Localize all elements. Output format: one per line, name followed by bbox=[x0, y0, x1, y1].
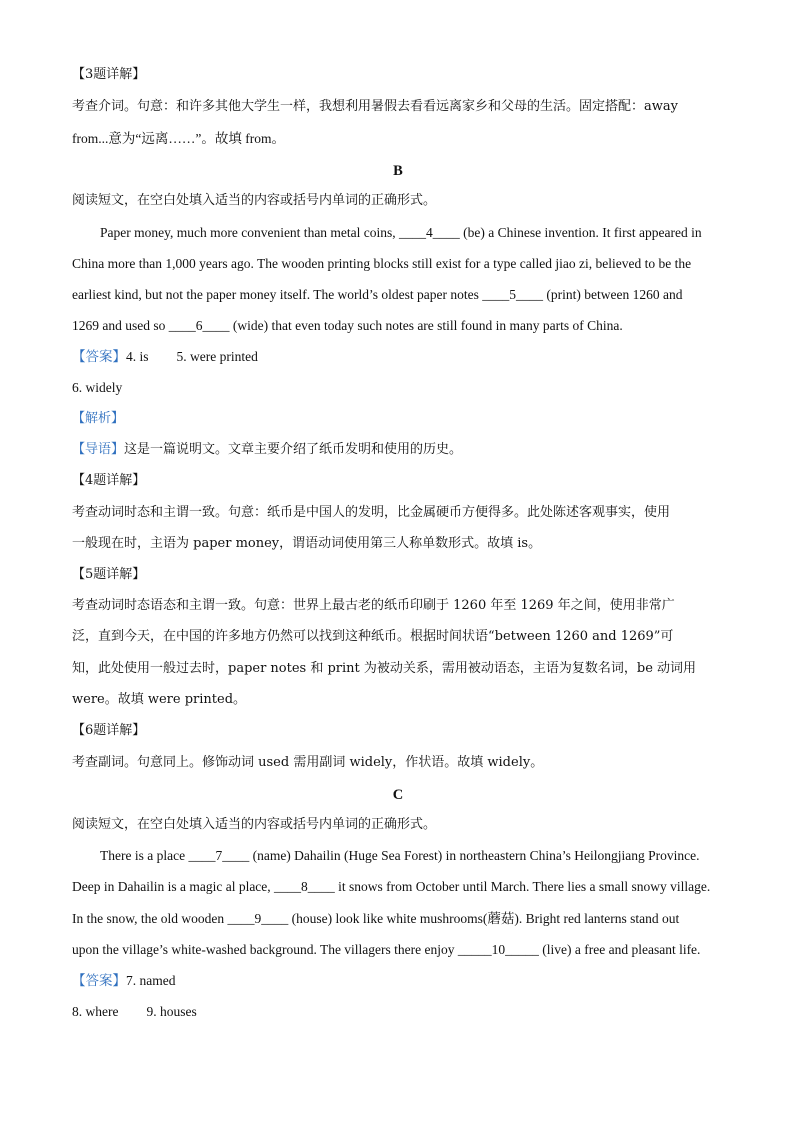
passage-c-line4 bbox=[72, 941, 724, 959]
q4-heading: 【4题详解】 bbox=[72, 473, 146, 488]
analysis-label: 【解析】 bbox=[72, 411, 125, 426]
passage-text: 1269 and used so bbox=[72, 318, 169, 333]
q5-explanation-line2: 泛，直到今天，在中国的许多地方仍然可以找到这种纸币。根据时间状语“between 1260 and 1269”可 bbox=[72, 629, 674, 644]
answer-8: 8. where bbox=[72, 1004, 119, 1019]
blank-5: ____5____ bbox=[482, 287, 544, 302]
passage-c-line2 bbox=[72, 878, 724, 896]
answer-row-c bbox=[72, 972, 724, 990]
passage-text: There is a place bbox=[100, 848, 189, 863]
blank-4: ____4____ bbox=[399, 225, 460, 240]
q5-explanation-line1: 考查动词时态语态和主谓一致。句意：世界上最古老的纸币印刷于 1260 年至 1269 年之间，使用非常广 bbox=[72, 598, 675, 613]
passage-text: (name) Dahailin (Huge Sea Forest) in northeastern China’s Heilongjiang Province. bbox=[249, 848, 700, 863]
passage-text: Deep in Dahailin is a magic al place, bbox=[72, 879, 275, 894]
q3-heading: 【3题详解】 bbox=[72, 67, 146, 82]
passage-text: (live) a free and pleasant life. bbox=[538, 942, 701, 957]
q5-heading: 【5题详解】 bbox=[72, 567, 146, 582]
passage-b-line2: China more than 1,000 years ago. The wooden printing blocks still exist for a type called jiao zi, believed to be the bbox=[72, 256, 692, 271]
passage-text: (print) between 1260 and bbox=[543, 287, 683, 302]
passage-text: In the snow, the old wooden bbox=[72, 911, 228, 926]
section-c-instruction: 阅读短文，在空白处填入适当的内容或括号内单词的正确形式。 bbox=[72, 817, 437, 832]
passage-text: upon the village’s white-washed background. The villagers there enjoy bbox=[72, 942, 458, 957]
blank-7: ____7____ bbox=[188, 848, 250, 863]
passage-c-line1 bbox=[100, 847, 724, 865]
answer-4: 4. is bbox=[126, 349, 149, 364]
q3-explanation-line1: 考查介词。句意：和许多其他大学生一样，我想利用暑假去看看远离家乡和父母的生活。固定搭配：away bbox=[72, 99, 678, 114]
section-b-instruction: 阅读短文，在空白处填入适当的内容或括号内单词的正确形式。 bbox=[72, 193, 437, 208]
q6-explanation: 考查副词。句意同上。修饰动词 used 需用副词 widely，作状语。故填 widely。 bbox=[72, 755, 544, 770]
passage-b-line4 bbox=[72, 317, 724, 335]
guide-text: 这是一篇说明文。文章主要介绍了纸币发明和使用的历史。 bbox=[124, 442, 463, 457]
answer-label: 【答案】 bbox=[72, 349, 126, 364]
blank-8: ____8____ bbox=[274, 879, 335, 894]
q5-explanation-line4: were。故填 were printed。 bbox=[72, 692, 247, 707]
answer-label: 【答案】 bbox=[72, 973, 126, 988]
passage-text: it snows from October until March. There lies a small snowy village. bbox=[334, 879, 711, 894]
q3-explanation-line2: from...意为“远离……”。故填 from。 bbox=[72, 131, 285, 146]
passage-text: (wide) that even today such notes are still found in many parts of China. bbox=[229, 318, 623, 333]
passage-b-line1 bbox=[100, 224, 724, 242]
blank-6: ____6____ bbox=[168, 318, 230, 333]
section-b-title: B bbox=[393, 163, 403, 179]
q5-explanation-line3: 知，此处使用一般过去时，paper notes 和 print 为被动关系，需用被动语态，主语为复数名词，be 动词用 bbox=[72, 661, 697, 676]
passage-c-line3 bbox=[72, 910, 724, 928]
answer-row-b bbox=[72, 348, 724, 366]
q4-explanation-line1: 考查动词时态和主谓一致。句意：纸币是中国人的发明，比金属硬币方便得多。此处陈述客观事实，使用 bbox=[72, 505, 671, 520]
guide-line bbox=[72, 441, 724, 459]
passage-b-line3 bbox=[72, 286, 724, 304]
passage-text: (house) look like white mushrooms(蘑菇). Bright red lanterns stand out bbox=[288, 911, 680, 926]
blank-10: _____10_____ bbox=[457, 942, 539, 957]
answer-row-c2 bbox=[72, 1003, 724, 1021]
guide-label: 【导语】 bbox=[72, 442, 125, 457]
q6-heading: 【6题详解】 bbox=[72, 723, 146, 738]
answer-6: 6. widely bbox=[72, 380, 123, 395]
blank-9: ____9____ bbox=[227, 911, 289, 926]
answer-5: 5. were printed bbox=[176, 349, 258, 364]
passage-text: earliest kind, but not the paper money itself. The world’s oldest paper notes bbox=[72, 287, 483, 302]
passage-text: Paper money, much more convenient than metal coins, bbox=[100, 225, 400, 240]
answer-9: 9. houses bbox=[146, 1004, 197, 1019]
q4-explanation-line2: 一般现在时，主语为 paper money，谓语动词使用第三人称单数形式。故填 is。 bbox=[72, 536, 542, 551]
answer-7: 7. named bbox=[126, 973, 176, 988]
passage-text: (be) a Chinese invention. It first appeared in bbox=[459, 225, 702, 240]
section-c-title: C bbox=[392, 787, 404, 803]
